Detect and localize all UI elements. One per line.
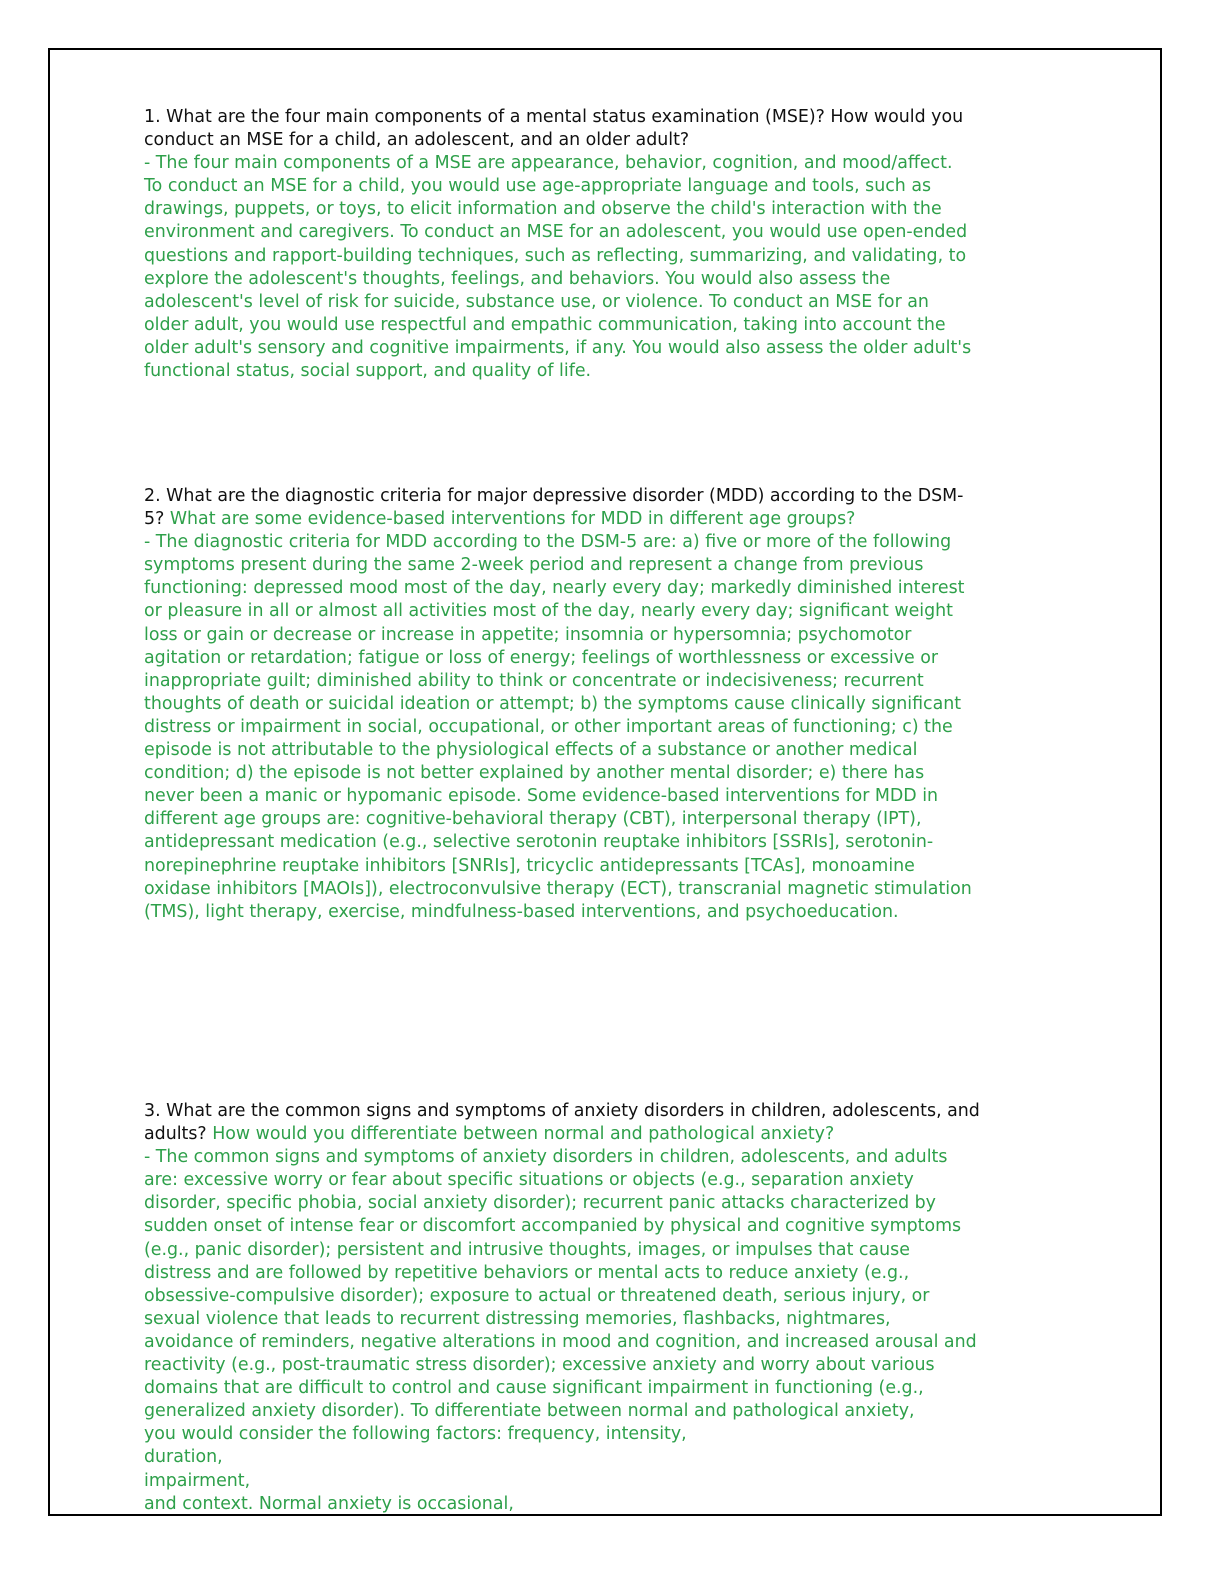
text-line [144, 1123, 1079, 1146]
answer-text: functioning: depressed mood most of the day, nearly every day; markedly diminished interest [144, 578, 965, 599]
text-line [144, 1308, 1079, 1331]
text-line [144, 337, 1079, 360]
text-line [144, 1354, 1079, 1377]
answer-text: domains that are difficult to control and cause significant impairment in functioning (e.g., [144, 1378, 924, 1399]
answer-text: (e.g., panic disorder); persistent and intrusive thoughts, images, or impulses that cause [144, 1239, 910, 1260]
text-line [144, 291, 1079, 314]
question-text: 2. What are the diagnostic criteria for major depressive disorder (MDD) according to the DSM- [144, 486, 964, 506]
answer-text: To conduct an MSE for a child, you would use age-appropriate language and tools, such as [144, 176, 932, 197]
text-line [144, 268, 1079, 291]
text-line [144, 785, 1079, 808]
qa-block-3 [144, 1100, 1079, 1516]
answer-text: What are some evidence-based interventions for MDD in different age groups? [169, 509, 856, 530]
text-line [144, 878, 1079, 901]
text-line [144, 175, 1079, 198]
answer-text: adolescent's level of risk for suicide, substance use, or violence. To conduct an MSE for an [144, 291, 929, 312]
text-line [144, 1400, 1079, 1423]
text-line [144, 1146, 1079, 1169]
text-line [144, 670, 1079, 693]
answer-text: or pleasure in all or almost all activities most of the day, nearly every day; significant weight [144, 601, 953, 622]
answer-text: agitation or retardation; fatigue or loss of energy; feelings of worthlessness or excessive or [144, 647, 938, 668]
answer-text: different age groups are: cognitive-behavioral therapy (CBT), interpersonal therapy (IPT), [144, 809, 922, 830]
answer-text: you would consider the following factors: frequency, intensity, [144, 1424, 687, 1445]
text-line [144, 831, 1079, 854]
answer-text: and context. Normal anxiety is occasional, [144, 1493, 514, 1514]
answer-text: How would you differentiate between normal and pathological anxiety? [212, 1124, 835, 1145]
text-line [144, 531, 1079, 554]
answer-text: never been a manic or hypomanic episode. Some evidence-based interventions for MDD in [144, 786, 939, 807]
text-line [144, 221, 1079, 244]
text-line [144, 1446, 1079, 1469]
text-line [144, 762, 1079, 785]
text-line [144, 152, 1079, 175]
answer-text: obsessive-compulsive disorder); exposure to actual or threatened death, serious injury, or [144, 1285, 930, 1306]
text-line [144, 1493, 1079, 1516]
answer-text: functional status, social support, and quality of life. [144, 361, 592, 382]
text-line [144, 1239, 1079, 1262]
answer-text: are: excessive worry or fear about specific situations or objects (e.g., separation anxiety [144, 1170, 914, 1191]
text-line [144, 901, 1079, 924]
question-text: 3. What are the common signs and symptoms of anxiety disorders in children, adolescents, and [144, 1101, 980, 1121]
text-line [144, 577, 1079, 600]
answer-text: distress and are followed by repetitive behaviors or mental acts to reduce anxiety (e.g., [144, 1262, 910, 1283]
answer-text: disorder, specific phobia, social anxiety disorder); recurrent panic attacks characterized by [144, 1193, 936, 1214]
text-line [144, 198, 1079, 221]
question-text: conduct an MSE for a child, an adolescent, and an older adult? [144, 130, 690, 151]
answer-text: avoidance of reminders, negative alterations in mood and cognition, and increased arousal and [144, 1331, 977, 1352]
question-text: adults? [144, 1124, 213, 1145]
answer-text: symptoms present during the same 2-week period and represent a change from previous [144, 555, 924, 576]
answer-text: drawings, puppets, or toys, to elicit information and observe the child's interaction with the [144, 199, 942, 220]
text-line [144, 1423, 1079, 1446]
text-line [144, 1262, 1079, 1285]
answer-text: sudden onset of intense fear or discomfort accompanied by physical and cognitive symptoms [144, 1216, 962, 1237]
text-line [144, 1169, 1079, 1192]
answer-text: - The four main components of a MSE are appearance, behavior, cognition, and mood/affect. [144, 153, 953, 174]
answer-text: explore the adolescent's thoughts, feelings, and behaviors. You would also assess the [144, 268, 891, 289]
text-line [144, 554, 1079, 577]
text-line [144, 624, 1079, 647]
answer-text: older adult's sensory and cognitive impairments, if any. You would also assess the older adult's [144, 337, 972, 358]
answer-text: loss or gain or decrease or increase in appetite; insomnia or hypersomnia; psychomotor [144, 624, 912, 645]
answer-text: condition; d) the episode is not better explained by another mental disorder; e) there has [144, 763, 925, 784]
answer-text: duration, [144, 1447, 223, 1468]
text-line [144, 600, 1079, 623]
answer-text: - The diagnostic criteria for MDD according to the DSM-5 are: a) five or more of the following [144, 532, 952, 553]
text-line [144, 647, 1079, 670]
answer-text: norepinephrine reuptake inhibitors [SNRIs], tricyclic antidepressants [TCAs], monoamine [144, 855, 915, 876]
text-line [144, 739, 1079, 762]
text-line [144, 1215, 1079, 1238]
text-line [144, 716, 1079, 739]
answer-text: environment and caregivers. To conduct an MSE for an adolescent, you would use open-ended [144, 222, 968, 243]
text-line [144, 485, 1079, 508]
text-line [144, 1192, 1079, 1215]
text-line [144, 1331, 1079, 1354]
answer-text: older adult, you would use respectful and empathic communication, taking into account the [144, 314, 946, 335]
text-line [144, 245, 1079, 268]
qa-block-1 [144, 106, 1079, 383]
text-line [144, 1377, 1079, 1400]
page-frame [48, 48, 1162, 1516]
question-text: 1. What are the four main components of a mental status examination (MSE)? How would you [144, 107, 964, 127]
text-line [144, 1285, 1079, 1308]
answer-text: oxidase inhibitors [MAOIs]), electroconvulsive therapy (ECT), transcranial magnetic stimulation [144, 878, 972, 899]
answer-text: generalized anxiety disorder). To differentiate between normal and pathological anxiety, [144, 1401, 915, 1422]
text-line [144, 314, 1079, 337]
answer-text: distress or impairment in social, occupational, or other important areas of functioning; c) the [144, 716, 953, 737]
answer-text: questions and rapport-building techniques, such as reflecting, summarizing, and validating, to [144, 245, 967, 266]
text-line [144, 508, 1079, 531]
answer-text: (TMS), light therapy, exercise, mindfulness-based interventions, and psychoeducation. [144, 901, 899, 922]
answer-text: thoughts of death or suicidal ideation or attempt; b) the symptoms cause clinically significant [144, 693, 962, 714]
text-line [144, 808, 1079, 831]
qa-block-2 [144, 485, 1079, 924]
text-line [144, 855, 1079, 878]
question-text: 5? [144, 509, 170, 530]
answer-text: inappropriate guilt; diminished ability to think or concentrate or indecisiveness; recurrent [144, 670, 924, 691]
answer-text: antidepressant medication (e.g., selective serotonin reuptake inhibitors [SSRIs], serotonin- [144, 832, 934, 853]
answer-text: reactivity (e.g., post-traumatic stress disorder); excessive anxiety and worry about various [144, 1355, 935, 1376]
text-line [144, 693, 1079, 716]
text-line [144, 1100, 1079, 1123]
text-line [144, 1470, 1079, 1493]
answer-text: episode is not attributable to the physiological effects of a substance or another medical [144, 740, 918, 761]
text-line [144, 106, 1079, 129]
text-line [144, 129, 1079, 152]
text-line [144, 360, 1079, 383]
answer-text: impairment, [144, 1470, 251, 1491]
answer-text: - The common signs and symptoms of anxiety disorders in children, adolescents, and adults [144, 1147, 948, 1168]
answer-text: sexual violence that leads to recurrent distressing memories, flashbacks, nightmares, [144, 1308, 891, 1329]
